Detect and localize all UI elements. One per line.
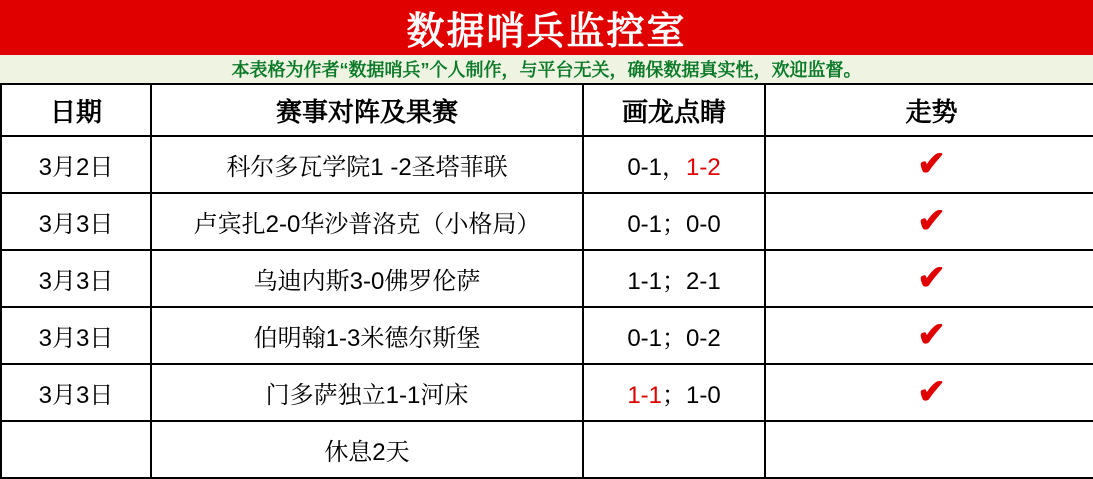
check-icon: ✔: [917, 202, 946, 240]
column-header-trend: 走势: [765, 84, 1093, 136]
table-header-row: [1, 84, 1093, 136]
score-segment: 1-1: [627, 382, 662, 409]
cell-date: 3月3日: [1, 364, 151, 421]
check-icon: ✔: [917, 373, 946, 411]
cell-trend: [765, 250, 1093, 307]
cell-match: 乌迪内斯3-0佛罗伦萨: [151, 250, 583, 307]
cell-match: 门多萨独立1-1河床: [151, 364, 583, 421]
match-results-table: [0, 83, 1093, 479]
score-segment: 0-1；0-2: [627, 325, 721, 352]
page-title-bar: [0, 0, 1093, 55]
cell-highlight-score: [583, 136, 765, 193]
cell-trend: [765, 193, 1093, 250]
column-header-date: 日期: [1, 84, 151, 136]
cell-match: 科尔多瓦学院1 -2圣塔菲联: [151, 136, 583, 193]
cell-date: 3月2日: [1, 136, 151, 193]
disclaimer-text: 本表格为作者“数据哨兵”个人制作，与平台无关，确保数据真实性，欢迎监督。: [231, 60, 862, 80]
cell-highlight-score: [583, 307, 765, 364]
score-segment: 1-2: [686, 154, 721, 181]
check-icon: ✔: [917, 145, 946, 183]
column-header-match: 赛事对阵及果赛: [151, 84, 583, 136]
cell-highlight-score: [583, 364, 765, 421]
cell-date: 3月3日: [1, 250, 151, 307]
cell-date: [1, 421, 151, 478]
score-segment: 1-1；2-1: [627, 268, 721, 295]
table-row: [1, 307, 1093, 364]
check-icon: ✔: [917, 316, 946, 354]
page-title: 数据哨兵监控室: [406, 11, 687, 53]
table-body: [1, 136, 1093, 478]
score-segment: 0-1，: [627, 154, 686, 181]
cell-match: 卢宾扎2-0华沙普洛克（小格局）: [151, 193, 583, 250]
check-icon: ✔: [917, 259, 946, 297]
table-row: [1, 421, 1093, 478]
table-header: [1, 84, 1093, 136]
cell-match: 伯明翰1-3米德尔斯堡: [151, 307, 583, 364]
table-row: [1, 193, 1093, 250]
cell-trend: [765, 364, 1093, 421]
cell-trend: [765, 421, 1093, 478]
cell-highlight-score: [583, 250, 765, 307]
cell-date: 3月3日: [1, 193, 151, 250]
score-segment: ；1-0: [662, 382, 721, 409]
table-row: [1, 136, 1093, 193]
disclaimer-bar: [0, 55, 1093, 83]
cell-highlight-score: [583, 193, 765, 250]
cell-trend: [765, 136, 1093, 193]
cell-highlight-score: [583, 421, 765, 478]
cell-trend: [765, 307, 1093, 364]
cell-match: 休息2天: [151, 421, 583, 478]
column-header-highlight: 画龙点睛: [583, 84, 765, 136]
score-segment: 0-1；0-0: [627, 211, 721, 238]
table-row: [1, 250, 1093, 307]
cell-date: 3月3日: [1, 307, 151, 364]
table-row: [1, 364, 1093, 421]
